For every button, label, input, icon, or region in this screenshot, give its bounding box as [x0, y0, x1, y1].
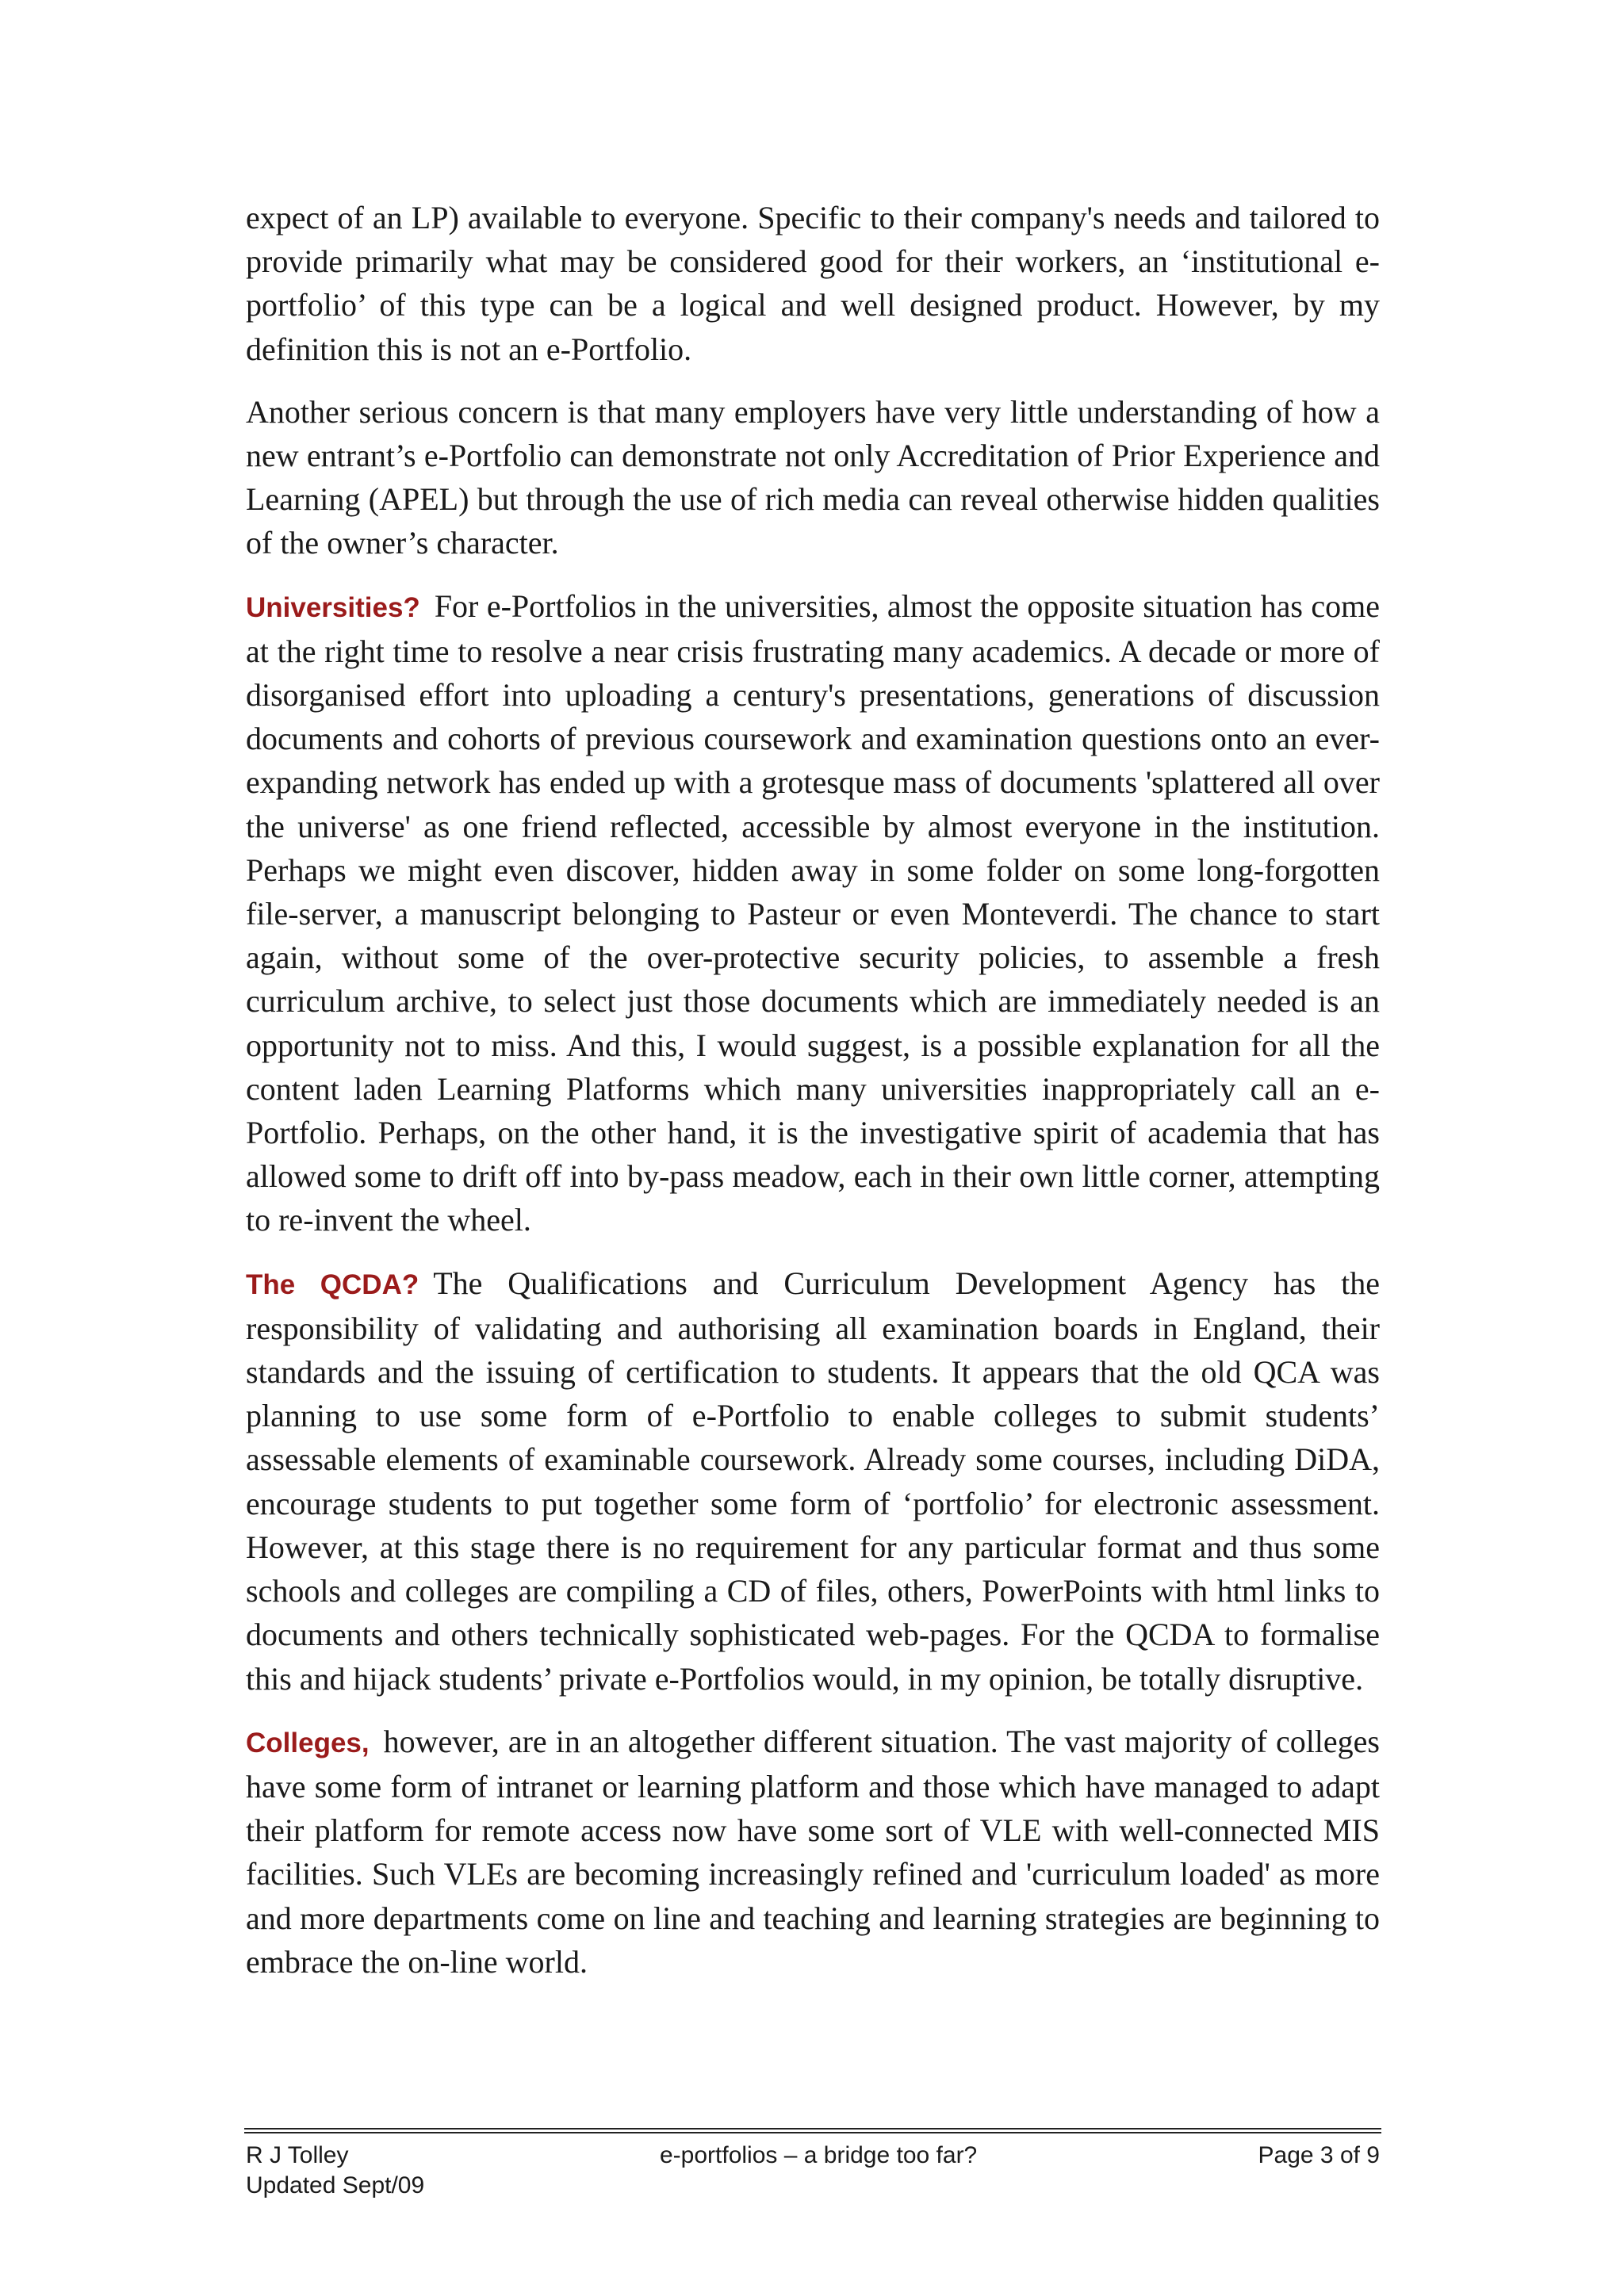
section-heading-qcda: The QCDA?	[246, 1269, 419, 1300]
section-heading-colleges: Colleges,	[246, 1727, 370, 1758]
paragraph-qcda	[246, 1261, 1380, 1701]
footer-row-main	[246, 2141, 1380, 2171]
footer-updated-date: Updated Sept/09	[246, 2172, 425, 2198]
footer-rule-top	[244, 2128, 1381, 2130]
footer-row-updated	[246, 2171, 1380, 2201]
paragraph-text: The Qualifications and Curriculum Development Agency has the responsibility of validating and authorising all examination boards in England, their standards and the issuing of certification to students. It appears that the old QCA was planning to use some form of e-Portfolio to enable colleges to submit students’ assessable elements of examinable coursework. Already some courses, including DiDA, encourage students to put together some form of ‘portfolio’ for electronic assessment. However, at this stage there is no requirement for any particular format and thus some schools and colleges are compiling a CD of files, others, PowerPoints with html links to documents and others technically sophisticated web-pages. For the QCDA to formalise this and hijack students’ private e-Portfolios would, in my opinion, be totally disruptive.	[246, 1265, 1380, 1697]
paragraph-text: For e-Portfolios in the universities, almost the opposite situation has come at the right time to resolve a near crisis frustrating many academics. A decade or more of disorganised effort into uploading a century's presentations, generations of discussion documents and cohorts of previous coursework and examination questions onto an ever-expanding network has ended up with a grotesque mass of documents 'splattered all over the universe' as one friend reflected, accessible by almost everyone in the institution. Perhaps we might even discover, hidden away in some folder on some long-forgotten file-server, a manuscript belonging to Pasteur or even Monteverdi. The chance to start again, without some of the over-protective security policies, to assemble a fresh curriculum archive, to select just those documents which are immediately needed is an opportunity not to miss. And this, I would suggest, is a possible explanation for all the content laden Learning Platforms which many universities inappropriately call an e-Portfolio. Perhaps, on the other hand, it is the investigative spirit of academia that has allowed some to drift off into by-pass meadow, each in their own little corner, attempting to re-invent the wheel.	[246, 587, 1380, 1238]
paragraph-colleges	[246, 1720, 1380, 1984]
footer-rule-bottom	[244, 2132, 1381, 2133]
section-heading-universities: Universities?	[246, 591, 420, 623]
paragraph-universities	[246, 584, 1380, 1242]
paragraph-text: expect of an LP) available to everyone. Specific to their company's needs and tailored to provide primarily what may be considered good for their workers, an ‘institutional e-portfolio’ of this type can be a logical and well designed product. However, by my definition this is not an e-Portfolio.	[246, 200, 1380, 367]
footer-document-title: e-portfolios – a bridge too far?	[660, 2142, 978, 2168]
paragraph-employers-concern	[246, 390, 1380, 565]
paragraph-text: however, are in an altogether different situation. The vast majority of colleges have some form of intranet or learning platform and those which have managed to adapt their platform for remote access now have some sort of VLE with well-connected MIS facilities. Such VLEs are becoming increasingly refined and 'curriculum loaded' as more and more departments come on line and teaching and learning strategies are beginning to embrace the on-line world.	[246, 1723, 1380, 1980]
footer-author: R J Tolley	[246, 2142, 349, 2168]
paragraph-employers-intro	[246, 196, 1380, 371]
page-footer	[246, 2141, 1380, 2201]
paragraph-text: Another serious concern is that many employers have very little understanding of how a new entrant’s e-Portfolio can demonstrate not only Accreditation of Prior Experience and Learning (APEL) but through the use of rich media can reveal otherwise hidden qualities of the owner’s character.	[246, 393, 1380, 561]
footer-page-number: Page 3 of 9	[1258, 2142, 1380, 2168]
body-text	[246, 196, 1380, 2003]
